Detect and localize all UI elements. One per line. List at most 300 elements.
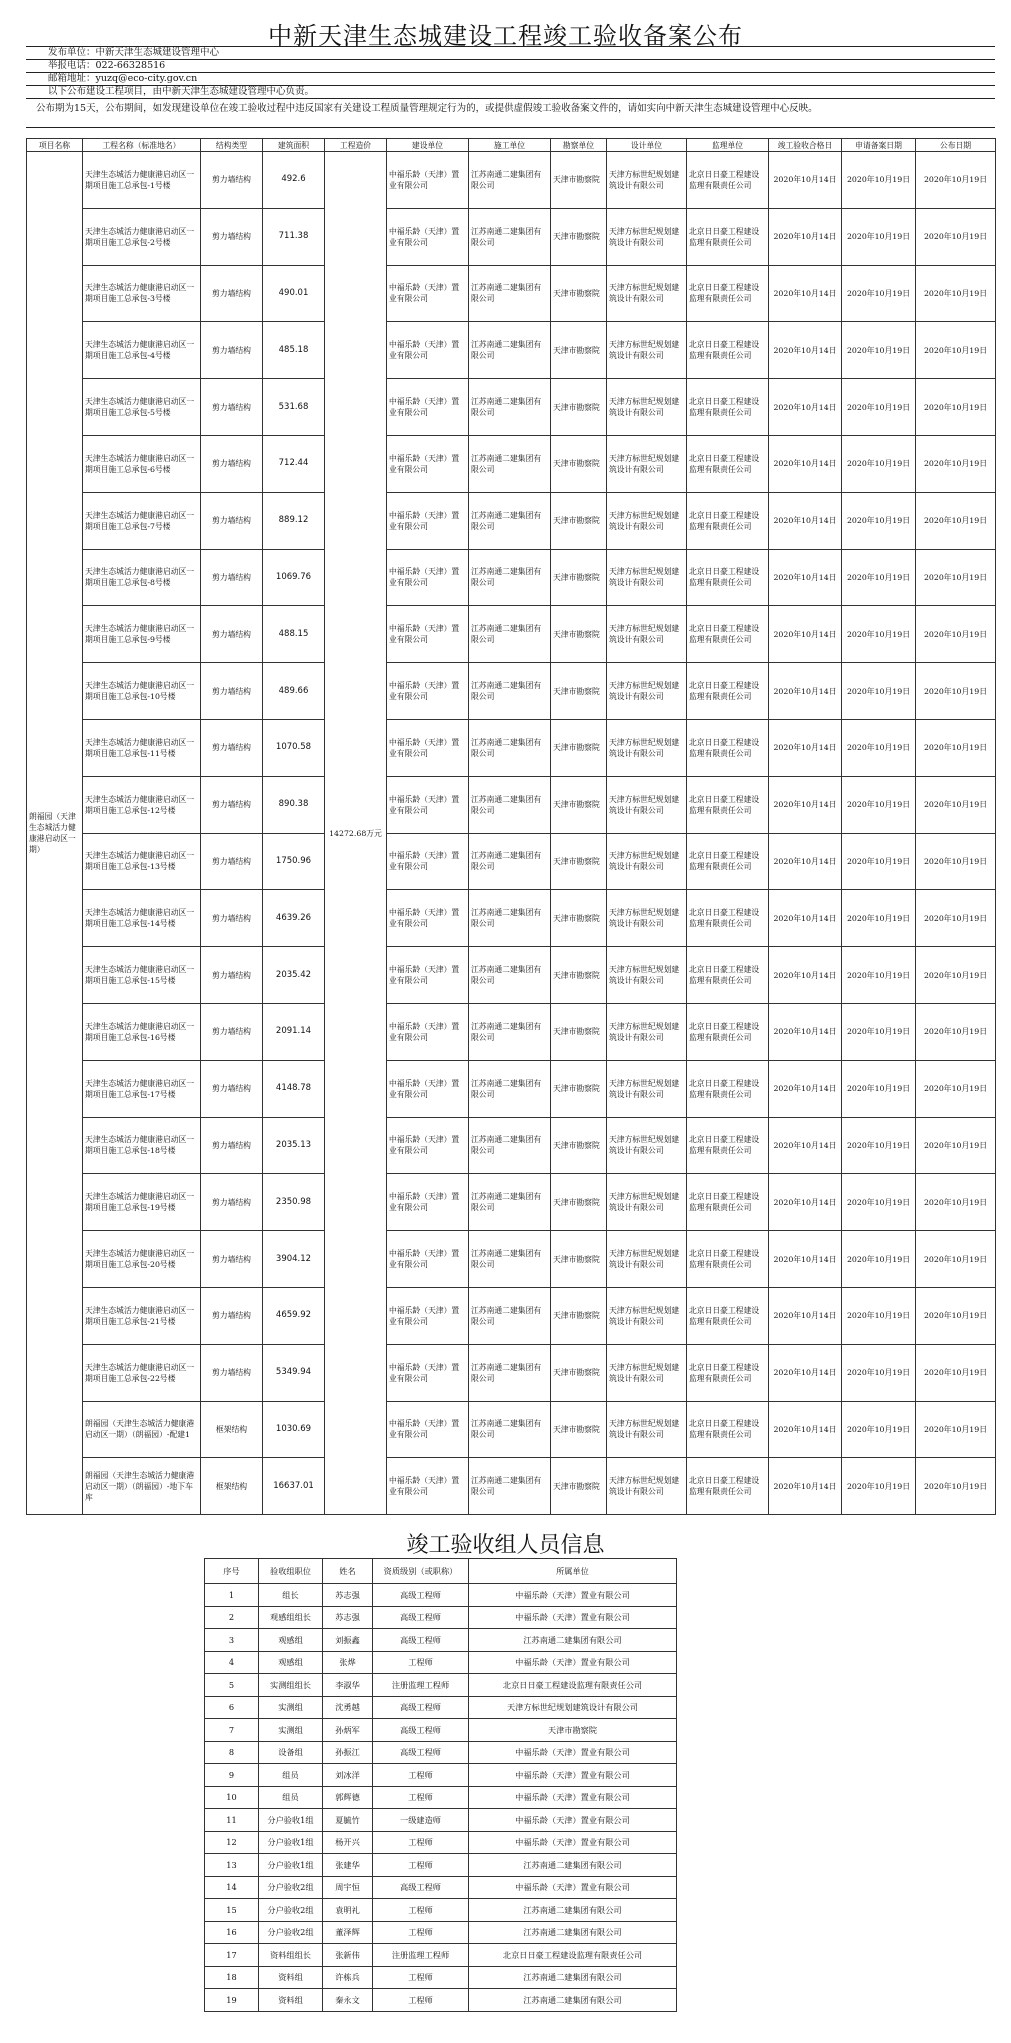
supervision-unit: 北京日日豪工程建设监理有限责任公司 [687,1344,769,1401]
team-role: 资料组 [259,1966,323,1989]
completion-date: 2020年10月14日 [769,435,842,492]
table-row [27,435,996,492]
supervision-unit: 北京日日豪工程建设监理有限责任公司 [687,265,769,322]
notice-text: 公布期为15天，公布期间，如发现建设单位在竣工验收过程中违反国家有关建设工程质量管理规定行为的，或提供虚假竣工验收备案文件的，请如实向中新天津生态城建设管理中心反映。 [26,99,995,128]
team-index: 8 [205,1741,259,1764]
team-index: 4 [205,1651,259,1674]
builder-unit: 中福乐龄（天津）置业有限公司 [387,890,469,947]
project-item-name: 天津生态城活力健康港启动区一期项目施工总承包-10号楼 [83,663,201,720]
building-area: 4659.92 [263,1287,325,1344]
construction-unit: 江苏南通二建集团有限公司 [469,152,551,209]
team-index: 15 [205,1899,259,1922]
construction-unit: 江苏南通二建集团有限公司 [469,492,551,549]
page-title: 中新天津生态城建设工程竣工验收备案公布 [268,22,743,50]
team-row [205,1696,677,1719]
structure-type: 剪力墙结构 [201,1287,263,1344]
supervision-unit: 北京日日豪工程建设监理有限责任公司 [687,719,769,776]
structure-type: 剪力墙结构 [201,663,263,720]
project-cost-cell: 14272.68万元 [325,152,387,1515]
team-role: 资料组组长 [259,1944,323,1967]
builder-unit: 中福乐龄（天津）置业有限公司 [387,947,469,1004]
publisher-line: 发布单位：中新天津生态城建设管理中心 [26,46,995,60]
completion-date: 2020年10月14日 [769,1060,842,1117]
team-role: 分户验收2组 [259,1876,323,1899]
builder-unit: 中福乐龄（天津）置业有限公司 [387,435,469,492]
publish-date: 2020年10月19日 [916,1003,996,1060]
builder-unit: 中福乐龄（天津）置业有限公司 [387,833,469,890]
team-organization: 天津市勘察院 [469,1719,677,1742]
team-organization: 江苏南通二建集团有限公司 [469,1899,677,1922]
team-column-header: 资质级别（或职称） [373,1559,469,1584]
team-row [205,1674,677,1697]
team-organization: 北京日日豪工程建设监理有限责任公司 [469,1674,677,1697]
team-column-header: 所属单位 [469,1559,677,1584]
team-qualification: 注册监理工程师 [373,1944,469,1967]
builder-unit: 中福乐龄（天津）置业有限公司 [387,776,469,833]
project-item-name: 天津生态城活力健康港启动区一期项目施工总承包-17号楼 [83,1060,201,1117]
project-item-name: 天津生态城活力健康港启动区一期项目施工总承包-13号楼 [83,833,201,890]
team-index: 16 [205,1921,259,1944]
publish-date: 2020年10月19日 [916,265,996,322]
table-header-row [27,139,996,152]
team-qualification: 高级工程师 [373,1606,469,1629]
construction-unit: 江苏南通二建集团有限公司 [469,379,551,436]
structure-type: 剪力墙结构 [201,265,263,322]
publish-date: 2020年10月19日 [916,1458,996,1515]
structure-type: 剪力墙结构 [201,1344,263,1401]
design-unit: 天津方标世纪规划建筑设计有限公司 [607,1401,687,1458]
builder-unit: 中福乐龄（天津）置业有限公司 [387,265,469,322]
table-row [27,606,996,663]
design-unit: 天津方标世纪规划建筑设计有限公司 [607,833,687,890]
building-area: 4639.26 [263,890,325,947]
project-item-name: 天津生态城活力健康港启动区一期项目施工总承包-15号楼 [83,947,201,1004]
table-row [27,1344,996,1401]
publish-date: 2020年10月19日 [916,776,996,833]
team-organization: 中福乐龄（天津）置业有限公司 [469,1809,677,1832]
supervision-unit: 北京日日豪工程建设监理有限责任公司 [687,1458,769,1515]
apply-date: 2020年10月19日 [842,947,916,1004]
survey-unit: 天津市勘察院 [551,1287,607,1344]
column-header: 建设单位 [387,139,469,152]
team-member-name: 杨开兴 [323,1831,373,1854]
apply-date: 2020年10月19日 [842,1117,916,1174]
team-row [205,1899,677,1922]
builder-unit: 中福乐龄（天津）置业有限公司 [387,1344,469,1401]
apply-date: 2020年10月19日 [842,1401,916,1458]
supervision-unit: 北京日日豪工程建设监理有限责任公司 [687,549,769,606]
team-qualification: 工程师 [373,1854,469,1877]
team-organization: 中福乐龄（天津）置业有限公司 [469,1584,677,1607]
team-member-name: 夏毓竹 [323,1809,373,1832]
construction-unit: 江苏南通二建集团有限公司 [469,549,551,606]
building-area: 489.66 [263,663,325,720]
supervision-unit: 北京日日豪工程建设监理有限责任公司 [687,492,769,549]
project-item-name: 天津生态城活力健康港启动区一期项目施工总承包-18号楼 [83,1117,201,1174]
builder-unit: 中福乐龄（天津）置业有限公司 [387,606,469,663]
design-unit: 天津方标世纪规划建筑设计有限公司 [607,1174,687,1231]
team-index: 10 [205,1786,259,1809]
apply-date: 2020年10月19日 [842,890,916,947]
survey-unit: 天津市勘察院 [551,1344,607,1401]
table-row [27,776,996,833]
team-role: 分户验收2组 [259,1921,323,1944]
construction-unit: 江苏南通二建集团有限公司 [469,322,551,379]
completion-date: 2020年10月14日 [769,265,842,322]
design-unit: 天津方标世纪规划建筑设计有限公司 [607,719,687,776]
construction-unit: 江苏南通二建集团有限公司 [469,1458,551,1515]
team-organization: 江苏南通二建集团有限公司 [469,1921,677,1944]
team-index: 19 [205,1989,259,2012]
team-qualification: 工程师 [373,1966,469,1989]
table-row [27,1401,996,1458]
construction-unit: 江苏南通二建集团有限公司 [469,833,551,890]
supervision-unit: 北京日日豪工程建设监理有限责任公司 [687,663,769,720]
project-item-name: 天津生态城活力健康港启动区一期项目施工总承包-1号楼 [83,152,201,209]
design-unit: 天津方标世纪规划建筑设计有限公司 [607,1287,687,1344]
survey-unit: 天津市勘察院 [551,1401,607,1458]
team-qualification: 高级工程师 [373,1876,469,1899]
team-role: 组员 [259,1764,323,1787]
structure-type: 剪力墙结构 [201,435,263,492]
project-item-name: 天津生态城活力健康港启动区一期项目施工总承包-7号楼 [83,492,201,549]
project-name-cell: 朗福园（天津生态城活力健康港启动区一期） [27,152,83,1515]
apply-date: 2020年10月19日 [842,1458,916,1515]
team-organization: 中福乐龄（天津）置业有限公司 [469,1651,677,1674]
team-index: 11 [205,1809,259,1832]
design-unit: 天津方标世纪规划建筑设计有限公司 [607,208,687,265]
builder-unit: 中福乐龄（天津）置业有限公司 [387,152,469,209]
structure-type: 剪力墙结构 [201,1060,263,1117]
responsibility-line: 以下公布建设工程项目，由中新天津生态城建设管理中心负责。 [26,86,995,99]
publish-date: 2020年10月19日 [916,435,996,492]
project-item-name: 天津生态城活力健康港启动区一期项目施工总承包-2号楼 [83,208,201,265]
team-row [205,1786,677,1809]
project-item-name: 天津生态城活力健康港启动区一期项目施工总承包-21号楼 [83,1287,201,1344]
design-unit: 天津方标世纪规划建筑设计有限公司 [607,776,687,833]
building-area: 1070.58 [263,719,325,776]
table-row [27,719,996,776]
supervision-unit: 北京日日豪工程建设监理有限责任公司 [687,435,769,492]
construction-unit: 江苏南通二建集团有限公司 [469,890,551,947]
structure-type: 剪力墙结构 [201,776,263,833]
team-qualification: 高级工程师 [373,1719,469,1742]
apply-date: 2020年10月19日 [842,1344,916,1401]
building-area: 16637.01 [263,1458,325,1515]
team-row [205,1764,677,1787]
builder-unit: 中福乐龄（天津）置业有限公司 [387,549,469,606]
team-row [205,1629,677,1652]
project-table [26,138,996,1515]
supervision-unit: 北京日日豪工程建设监理有限责任公司 [687,1060,769,1117]
team-organization: 中福乐龄（天津）置业有限公司 [469,1876,677,1899]
publish-date: 2020年10月19日 [916,1287,996,1344]
structure-type: 剪力墙结构 [201,1174,263,1231]
team-member-name: 董泽辉 [323,1921,373,1944]
publish-date: 2020年10月19日 [916,1401,996,1458]
structure-type: 剪力墙结构 [201,152,263,209]
phone-line: 举报电话：022-66328516 [26,60,995,73]
design-unit: 天津方标世纪规划建筑设计有限公司 [607,152,687,209]
supervision-unit: 北京日日豪工程建设监理有限责任公司 [687,208,769,265]
team-organization: 北京日日豪工程建设监理有限责任公司 [469,1944,677,1967]
building-area: 2350.98 [263,1174,325,1231]
team-qualification: 一级建造师 [373,1809,469,1832]
team-role: 组长 [259,1584,323,1607]
completion-date: 2020年10月14日 [769,1174,842,1231]
construction-unit: 江苏南通二建集团有限公司 [469,947,551,1004]
team-organization: 江苏南通二建集团有限公司 [469,1989,677,2012]
email-line: 邮箱地址：yuzq@eco-city.gov.cn [26,73,995,86]
design-unit: 天津方标世纪规划建筑设计有限公司 [607,322,687,379]
publish-date: 2020年10月19日 [916,152,996,209]
completion-date: 2020年10月14日 [769,322,842,379]
building-area: 711.38 [263,208,325,265]
building-area: 2091.14 [263,1003,325,1060]
construction-unit: 江苏南通二建集团有限公司 [469,1231,551,1288]
team-member-name: 张新伟 [323,1944,373,1967]
survey-unit: 天津市勘察院 [551,606,607,663]
team-index: 9 [205,1764,259,1787]
construction-unit: 江苏南通二建集团有限公司 [469,1344,551,1401]
team-member-name: 郭辉德 [323,1786,373,1809]
construction-unit: 江苏南通二建集团有限公司 [469,1287,551,1344]
team-organization: 中福乐龄（天津）置业有限公司 [469,1764,677,1787]
supervision-unit: 北京日日豪工程建设监理有限责任公司 [687,379,769,436]
construction-unit: 江苏南通二建集团有限公司 [469,776,551,833]
team-role: 分户验收1组 [259,1831,323,1854]
team-index: 13 [205,1854,259,1877]
team-row [205,1876,677,1899]
supervision-unit: 北京日日豪工程建设监理有限责任公司 [687,1231,769,1288]
table-row [27,1174,996,1231]
building-area: 4148.78 [263,1060,325,1117]
team-member-name: 李淑华 [323,1674,373,1697]
survey-unit: 天津市勘察院 [551,549,607,606]
building-area: 1069.76 [263,549,325,606]
completion-date: 2020年10月14日 [769,1458,842,1515]
team-table [204,1558,677,2012]
table-row [27,947,996,1004]
table-row [27,1231,996,1288]
team-member-name: 刘振鑫 [323,1629,373,1652]
supervision-unit: 北京日日豪工程建设监理有限责任公司 [687,890,769,947]
building-area: 5349.94 [263,1344,325,1401]
publish-date: 2020年10月19日 [916,1060,996,1117]
structure-type: 剪力墙结构 [201,1003,263,1060]
team-member-name: 沈勇越 [323,1696,373,1719]
team-index: 5 [205,1674,259,1697]
team-organization: 江苏南通二建集团有限公司 [469,1966,677,1989]
publish-date: 2020年10月19日 [916,492,996,549]
builder-unit: 中福乐龄（天津）置业有限公司 [387,379,469,436]
supervision-unit: 北京日日豪工程建设监理有限责任公司 [687,947,769,1004]
survey-unit: 天津市勘察院 [551,1458,607,1515]
structure-type: 剪力墙结构 [201,492,263,549]
team-role: 分户验收2组 [259,1899,323,1922]
project-item-name: 天津生态城活力健康港启动区一期项目施工总承包-20号楼 [83,1231,201,1288]
team-role: 观感组 [259,1651,323,1674]
supervision-unit: 北京日日豪工程建设监理有限责任公司 [687,606,769,663]
team-column-header: 验收组职位 [259,1559,323,1584]
team-column-header: 姓名 [323,1559,373,1584]
builder-unit: 中福乐龄（天津）置业有限公司 [387,1231,469,1288]
team-role: 组员 [259,1786,323,1809]
supervision-unit: 北京日日豪工程建设监理有限责任公司 [687,322,769,379]
team-qualification: 工程师 [373,1921,469,1944]
column-header: 监理单位 [687,139,769,152]
survey-unit: 天津市勘察院 [551,719,607,776]
team-role: 设备组 [259,1741,323,1764]
builder-unit: 中福乐龄（天津）置业有限公司 [387,663,469,720]
team-qualification: 高级工程师 [373,1741,469,1764]
supervision-unit: 北京日日豪工程建设监理有限责任公司 [687,1401,769,1458]
survey-unit: 天津市勘察院 [551,265,607,322]
team-qualification: 工程师 [373,1989,469,2012]
team-row [205,1944,677,1967]
supervision-unit: 北京日日豪工程建设监理有限责任公司 [687,1174,769,1231]
team-member-name: 周宇恒 [323,1876,373,1899]
team-role: 实测组 [259,1696,323,1719]
completion-date: 2020年10月14日 [769,1231,842,1288]
project-item-name: 天津生态城活力健康港启动区一期项目施工总承包-5号楼 [83,379,201,436]
team-member-name: 苏志强 [323,1584,373,1607]
building-area: 889.12 [263,492,325,549]
design-unit: 天津方标世纪规划建筑设计有限公司 [607,1458,687,1515]
team-qualification: 工程师 [373,1651,469,1674]
team-qualification: 工程师 [373,1764,469,1787]
team-member-name: 袁明礼 [323,1899,373,1922]
table-row [27,890,996,947]
completion-date: 2020年10月14日 [769,152,842,209]
survey-unit: 天津市勘察院 [551,208,607,265]
project-item-name: 天津生态城活力健康港启动区一期项目施工总承包-3号楼 [83,265,201,322]
apply-date: 2020年10月19日 [842,833,916,890]
supervision-unit: 北京日日豪工程建设监理有限责任公司 [687,1117,769,1174]
design-unit: 天津方标世纪规划建筑设计有限公司 [607,1231,687,1288]
project-item-name: 朗福园（天津生态城活力健康港启动区一期）（朗福园）-配建1 [83,1401,201,1458]
survey-unit: 天津市勘察院 [551,435,607,492]
publish-date: 2020年10月19日 [916,833,996,890]
survey-unit: 天津市勘察院 [551,322,607,379]
publish-date: 2020年10月19日 [916,549,996,606]
publish-date: 2020年10月19日 [916,947,996,1004]
construction-unit: 江苏南通二建集团有限公司 [469,208,551,265]
team-organization: 江苏南通二建集团有限公司 [469,1854,677,1877]
team-qualification: 注册监理工程师 [373,1674,469,1697]
builder-unit: 中福乐龄（天津）置业有限公司 [387,1287,469,1344]
team-row [205,1741,677,1764]
project-item-name: 天津生态城活力健康港启动区一期项目施工总承包-16号楼 [83,1003,201,1060]
table-row [27,265,996,322]
apply-date: 2020年10月19日 [842,776,916,833]
completion-date: 2020年10月14日 [769,776,842,833]
team-title: 竣工验收组人员信息 [406,1533,605,1558]
team-index: 17 [205,1944,259,1967]
team-row [205,1651,677,1674]
team-role: 实测组组长 [259,1674,323,1697]
builder-unit: 中福乐龄（天津）置业有限公司 [387,1117,469,1174]
publish-date: 2020年10月19日 [916,606,996,663]
table-row [27,1060,996,1117]
team-member-name: 张建华 [323,1854,373,1877]
design-unit: 天津方标世纪规划建筑设计有限公司 [607,265,687,322]
apply-date: 2020年10月19日 [842,1231,916,1288]
structure-type: 剪力墙结构 [201,208,263,265]
project-item-name: 天津生态城活力健康港启动区一期项目施工总承包-11号楼 [83,719,201,776]
builder-unit: 中福乐龄（天津）置业有限公司 [387,1060,469,1117]
column-header: 结构类型 [201,139,263,152]
apply-date: 2020年10月19日 [842,606,916,663]
apply-date: 2020年10月19日 [842,208,916,265]
publish-date: 2020年10月19日 [916,322,996,379]
construction-unit: 江苏南通二建集团有限公司 [469,435,551,492]
design-unit: 天津方标世纪规划建筑设计有限公司 [607,1003,687,1060]
team-row [205,1989,677,2012]
completion-date: 2020年10月14日 [769,833,842,890]
column-header: 设计单位 [607,139,687,152]
team-index: 6 [205,1696,259,1719]
completion-date: 2020年10月14日 [769,663,842,720]
building-area: 492.6 [263,152,325,209]
design-unit: 天津方标世纪规划建筑设计有限公司 [607,606,687,663]
building-area: 2035.13 [263,1117,325,1174]
table-row [27,1287,996,1344]
completion-date: 2020年10月14日 [769,549,842,606]
team-qualification: 工程师 [373,1831,469,1854]
team-organization: 中福乐龄（天津）置业有限公司 [469,1741,677,1764]
team-row [205,1921,677,1944]
team-role: 资料组 [259,1989,323,2012]
builder-unit: 中福乐龄（天津）置业有限公司 [387,1003,469,1060]
publish-date: 2020年10月19日 [916,379,996,436]
team-row [205,1606,677,1629]
design-unit: 天津方标世纪规划建筑设计有限公司 [607,1060,687,1117]
builder-unit: 中福乐龄（天津）置业有限公司 [387,1458,469,1515]
team-row [205,1831,677,1854]
team-organization: 天津方标世纪规划建筑设计有限公司 [469,1696,677,1719]
completion-date: 2020年10月14日 [769,606,842,663]
design-unit: 天津方标世纪规划建筑设计有限公司 [607,947,687,1004]
supervision-unit: 北京日日豪工程建设监理有限责任公司 [687,1003,769,1060]
team-role: 分户验收1组 [259,1809,323,1832]
team-member-name: 刘冰洋 [323,1764,373,1787]
apply-date: 2020年10月19日 [842,549,916,606]
completion-date: 2020年10月14日 [769,1003,842,1060]
team-header-row [205,1559,677,1584]
design-unit: 天津方标世纪规划建筑设计有限公司 [607,549,687,606]
supervision-unit: 北京日日豪工程建设监理有限责任公司 [687,776,769,833]
team-member-name: 许栋兵 [323,1966,373,1989]
construction-unit: 江苏南通二建集团有限公司 [469,265,551,322]
team-organization: 江苏南通二建集团有限公司 [469,1629,677,1652]
builder-unit: 中福乐龄（天津）置业有限公司 [387,492,469,549]
design-unit: 天津方标世纪规划建筑设计有限公司 [607,492,687,549]
builder-unit: 中福乐龄（天津）置业有限公司 [387,322,469,379]
building-area: 2035.42 [263,947,325,1004]
construction-unit: 江苏南通二建集团有限公司 [469,1401,551,1458]
builder-unit: 中福乐龄（天津）置业有限公司 [387,1401,469,1458]
structure-type: 剪力墙结构 [201,890,263,947]
team-index: 2 [205,1606,259,1629]
supervision-unit: 北京日日豪工程建设监理有限责任公司 [687,1287,769,1344]
structure-type: 剪力墙结构 [201,719,263,776]
team-index: 14 [205,1876,259,1899]
team-index: 3 [205,1629,259,1652]
apply-date: 2020年10月19日 [842,719,916,776]
column-header: 公布日期 [916,139,996,152]
building-area: 3904.12 [263,1231,325,1288]
